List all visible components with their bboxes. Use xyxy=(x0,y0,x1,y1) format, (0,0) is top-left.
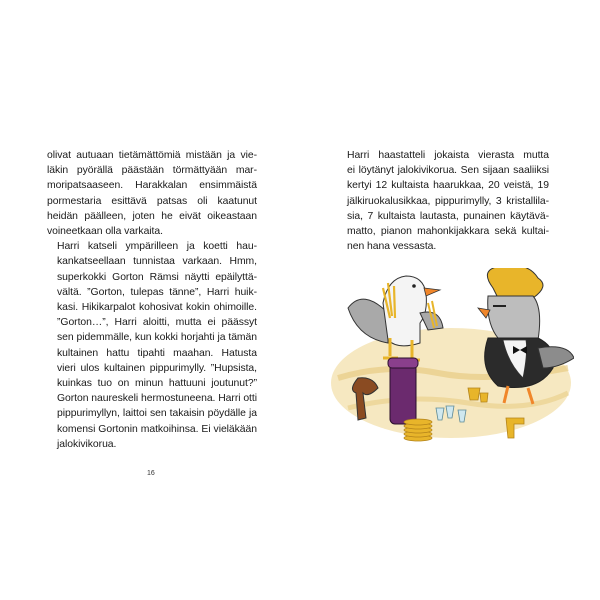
text-line: kankatseellaan tunnistaa varkaan. Hmm, xyxy=(57,256,257,268)
left-paragraph-2 xyxy=(47,239,257,452)
text-line: kuinkas tuo on minun hattuuni joutunut?” xyxy=(57,378,257,390)
text-line: nen hana vessasta. xyxy=(347,241,437,253)
right-page xyxy=(300,0,600,600)
text-line: jalokivikorua. xyxy=(57,438,117,450)
text-line: Harri katseli ympärilleen ja koetti hau- xyxy=(57,241,257,253)
text-line: jälkiruokalusikkaa, pippurimylly, 3 kristallila- xyxy=(347,195,549,207)
text-line: moripatsaaseen. Harakkalan ensimmäistä xyxy=(47,180,257,192)
text-line: komensi Gortonin matkoihinsa. Ei vieläkään xyxy=(57,423,257,435)
text-line: kultainen hattu tipahti maahan. Hatusta xyxy=(57,347,257,359)
text-line: heidän päälleen, joten he eivät oikeastaan xyxy=(47,210,257,222)
text-line: Harri haastatteli jokaista vierasta mutta xyxy=(347,150,549,161)
left-paragraph-1 xyxy=(47,148,257,239)
text-line: kertyi 12 kultaista haarukkaa, 20 veistä, 19 xyxy=(347,180,549,192)
left-page-text xyxy=(47,148,257,452)
text-line: sia, 7 kultaista lautasta, punainen käytävä- xyxy=(347,210,549,222)
text-line: superkokki Gorton Rämsi näytti epäilyttä- xyxy=(57,271,257,283)
text-line: läkin pyörällä päästään törmättyään mar- xyxy=(47,165,257,177)
text-line: olivat autuaan tietämättömiä mistään ja vie- xyxy=(47,150,257,161)
text-line: vältä. ”Gorton, tulepas tänne”, Harri huik- xyxy=(57,286,257,298)
right-paragraph-1 xyxy=(337,148,549,254)
text-line: voineetkaan olla varkaita. xyxy=(47,226,163,238)
text-line: Gorton naureskeli hermostuneena. Harri otti xyxy=(57,393,257,405)
text-line: sen pidemmälle, kun kokki horjahti ja tämän xyxy=(57,332,257,344)
two-birds-with-stolen-treasures-illustration xyxy=(328,268,574,464)
text-line: pormestaria esittävä patsas oli kaatunut xyxy=(47,195,257,207)
text-line: matto, pianon mahonkijakkara sekä kultai- xyxy=(347,226,549,238)
right-page-text xyxy=(337,148,549,254)
text-line: ”Gorton…”, Harri aloitti, mutta ei päässyt xyxy=(57,317,257,329)
text-line: vieri ulos kultainen pippurimylly. ”Hupsista, xyxy=(57,362,257,374)
text-line: kasi. Hikikarpalot kohosivat kokin ohimoille. xyxy=(57,302,257,314)
text-line: ei löytänyt jalokivikorua. Sen sijaan saaliiksi xyxy=(347,165,549,177)
page-number: 16 xyxy=(147,470,155,477)
text-line: pippurimyllyn, laittoi sen takaisin pöydälle ja xyxy=(57,408,257,420)
